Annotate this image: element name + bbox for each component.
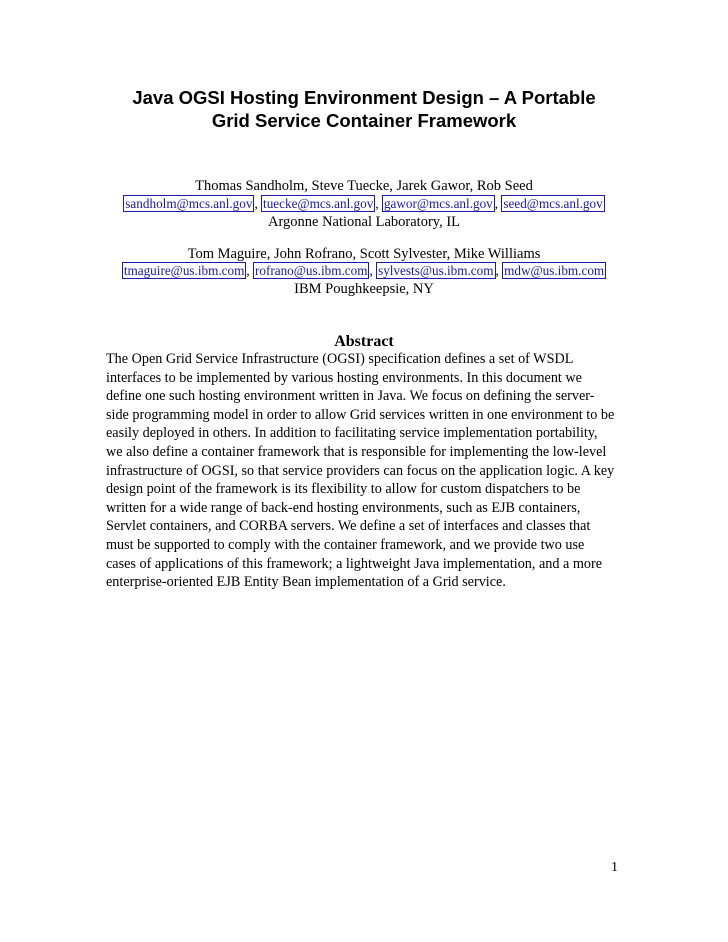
abstract-line: define one such hosting environment written in Java. We focus on defining the server- xyxy=(106,388,595,405)
email-link-gawor[interactable]: gawor@mcs.anl.gov xyxy=(383,196,493,211)
email-link-tmaguire[interactable]: tmaguire@us.ibm.com xyxy=(123,263,245,278)
title-line-1: Java OGSI Hosting Environment Design – A Portable xyxy=(132,87,596,108)
email-separator: , xyxy=(369,263,373,278)
email-row-argonne xyxy=(0,195,728,213)
email-separator: , xyxy=(495,263,499,278)
title-line-2: Grid Service Container Framework xyxy=(211,110,517,131)
email-separator: , xyxy=(375,196,379,211)
affiliation-argonne: Argonne National Laboratory, IL xyxy=(267,214,461,230)
abstract-heading: Abstract xyxy=(334,333,394,350)
abstract-line: Servlet containers, and CORBA servers. We define a set of interfaces and classes that xyxy=(106,518,591,535)
abstract-line: we also define a container framework that is responsible for implementing the low-level xyxy=(106,443,607,460)
abstract-line: must be supported to comply with the container framework, and we provide two use xyxy=(106,536,585,553)
email-link-sylvests[interactable]: sylvests@us.ibm.com xyxy=(378,263,494,278)
abstract-line: cases of applications of this framework; a lightweight Java implementation, and a more xyxy=(106,555,603,572)
abstract-line: infrastructure of OGSI, so that service providers can focus on the application logic. A key xyxy=(106,462,615,479)
email-link-sandholm[interactable]: sandholm@mcs.anl.gov xyxy=(125,196,253,211)
abstract-line: The Open Grid Service Infrastructure (OGSI) specification defines a set of WSDL xyxy=(106,351,574,367)
email-separator: , xyxy=(254,196,258,211)
email-link-seed[interactable]: seed@mcs.anl.gov xyxy=(503,196,603,211)
abstract-line: side programming model in order to allow Grid services written in one environment to be xyxy=(106,406,615,423)
email-link-mdw[interactable]: mdw@us.ibm.com xyxy=(504,263,605,278)
page-number: 1 xyxy=(611,860,618,875)
email-separator: , xyxy=(246,263,250,278)
email-row-ibm xyxy=(0,262,728,280)
abstract-line: easily deployed in others. In addition to facilitating service implementation portability, xyxy=(106,425,598,442)
author-list-argonne: Thomas Sandholm, Steve Tuecke, Jarek Gawor, Rob Seed xyxy=(195,178,533,194)
abstract-body xyxy=(106,350,634,592)
abstract-line: written for a wide range of back-end hosting environments, such as EJB containers, xyxy=(106,499,581,516)
email-link-rofrano[interactable]: rofrano@us.ibm.com xyxy=(254,263,368,278)
affiliation-ibm: IBM Poughkeepsie, NY xyxy=(294,281,434,297)
paper-title xyxy=(60,86,668,132)
author-list-ibm: Tom Maguire, John Rofrano, Scott Sylvester, Mike Williams xyxy=(187,246,541,262)
abstract-line: design point of the framework is its flexibility to allow for custom dispatchers to be xyxy=(106,481,581,498)
email-separator: , xyxy=(494,196,499,211)
email-link-tuecke[interactable]: tuecke@mcs.anl.gov xyxy=(263,196,374,211)
abstract-line: enterprise-oriented EJB Entity Bean implementation of a Grid service. xyxy=(106,574,506,591)
abstract-line: interfaces to be implemented by various hosting environments. In this document we xyxy=(106,369,582,386)
